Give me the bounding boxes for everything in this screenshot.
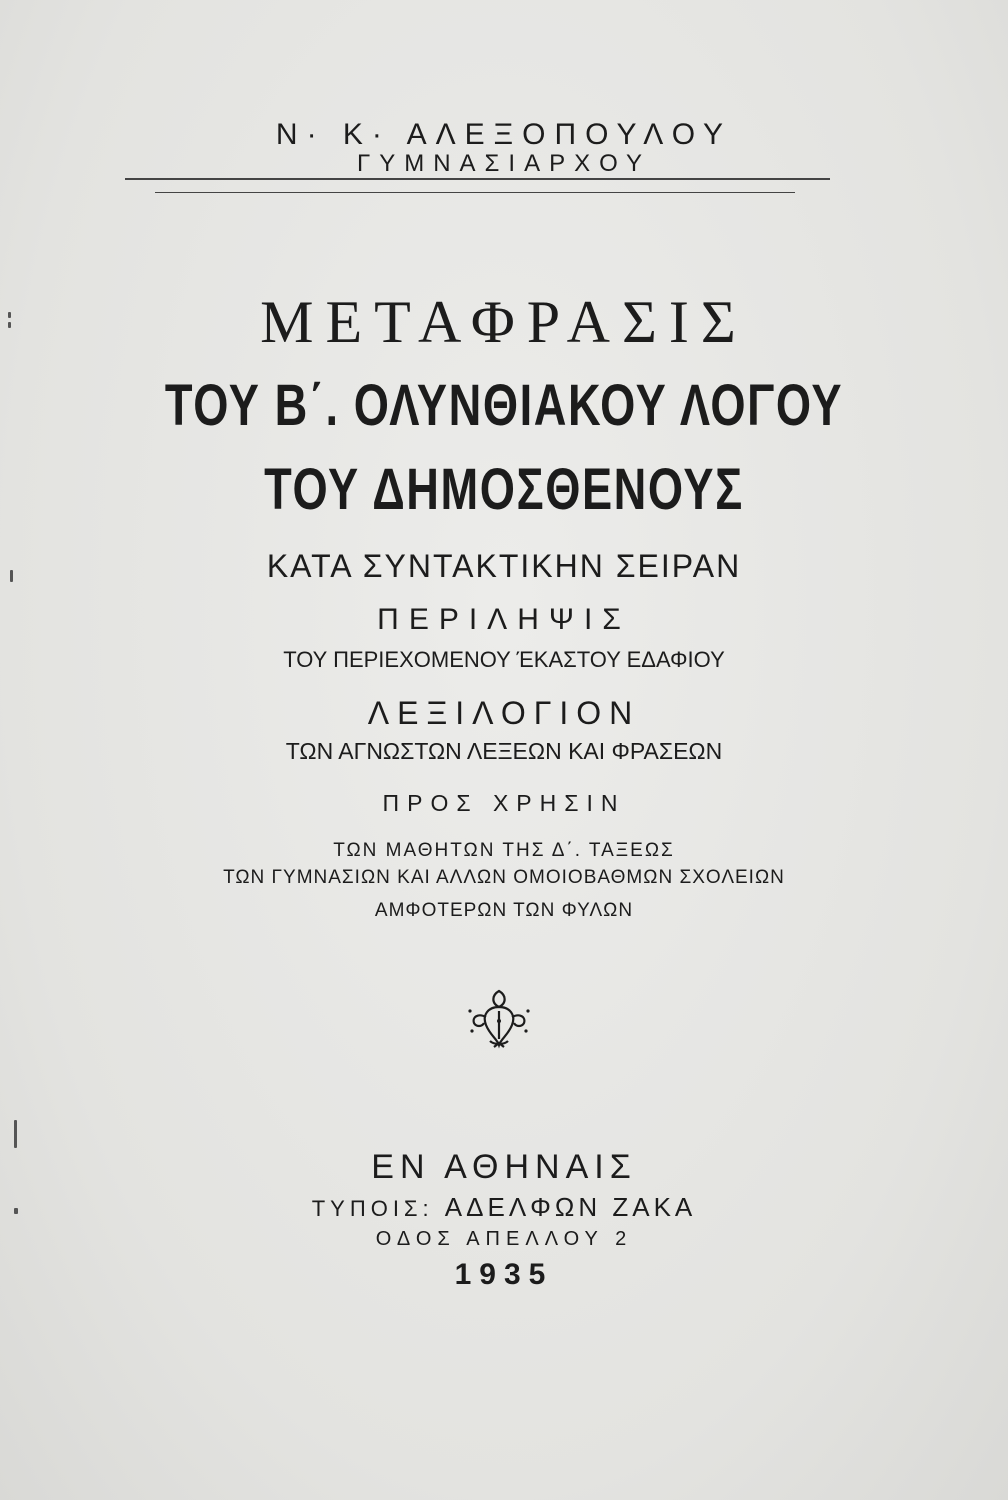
title-line-2: ΤΟΥ Β΄. ΟΛΥΝΘΙΑΚΟΥ ΛΟΓΟΥ (164, 373, 844, 438)
header-rule-bottom (155, 192, 795, 193)
intended-use-heading: ΠΡΟΣ ΧΡΗΣΙΝ (382, 790, 626, 816)
edge-mark (8, 322, 11, 328)
press-label: ΤΥΠΟΙΣ: (311, 1196, 434, 1221)
edge-mark (10, 570, 13, 582)
author-rank: ΓΥΜΝΑΣΙΑΡΧΟΥ (357, 150, 651, 177)
imprint-press (0, 1192, 1008, 1223)
lexicon-subheading: ΤΩΝ ΑΓΝΩΣΤΩΝ ΛΕΞΕΩΝ ΚΑΙ ΦΡΑΣΕΩΝ (285, 738, 723, 764)
press-name: ΑΔΕΛΦΩΝ ΖΑΚΑ (444, 1192, 697, 1222)
imprint-street: ΟΔΟΣ ΑΠΕΛΛΟΥ 2 (375, 1228, 633, 1250)
title-line-1: ΜΕΤΑΦΡΑΣΙΣ (260, 289, 748, 355)
title-line-3: ΤΟΥ ΔΗΜΟΣΘΕΝΟΥΣ (264, 457, 744, 522)
author-name: Ν· Κ· ΑΛΕΞΟΠΟΥΛΟΥ (275, 118, 733, 151)
lexicon-heading: ΛΕΞΙΛΟΓΙΟΝ (367, 695, 641, 731)
floral-ornament-icon (464, 985, 534, 1051)
edge-mark (8, 312, 11, 318)
summary-heading: ΠΕΡΙΛΗΨΙΣ (377, 603, 631, 636)
header-rule-top (125, 178, 830, 180)
syntax-order-subtitle: ΚΑΤΑ ΣΥΝΤΑΚΤΙΚΗΝ ΣΕΙΡΑΝ (266, 548, 742, 584)
summary-subheading: ΤΟΥ ΠΕΡΙΕΧΟΜΕΝΟΥ ΈΚΑΣΤΟΥ ΕΔΑΦΙΟΥ (283, 647, 725, 672)
edge-mark (14, 1208, 18, 1214)
audience-line-3: ΑΜΦΟΤΕΡΩΝ ΤΩΝ ΦΥΛΩΝ (374, 900, 634, 921)
audience-line-2: ΤΩΝ ΓΥΜΝΑΣΙΩΝ ΚΑΙ ΑΛΛΩΝ ΟΜΟΙΟΒΑΘΜΩΝ ΣΧΟΛΕΙΩΝ (223, 867, 785, 888)
edge-mark (14, 1120, 17, 1148)
publication-year: 1935 (454, 1258, 554, 1291)
audience-line-1: ΤΩΝ ΜΑΘΗΤΩΝ ΤΗΣ Δ΄. ΤΑΞΕΩΣ (333, 840, 675, 861)
imprint-city: ΕΝ ΑΘΗΝΑΙΣ (371, 1148, 637, 1186)
